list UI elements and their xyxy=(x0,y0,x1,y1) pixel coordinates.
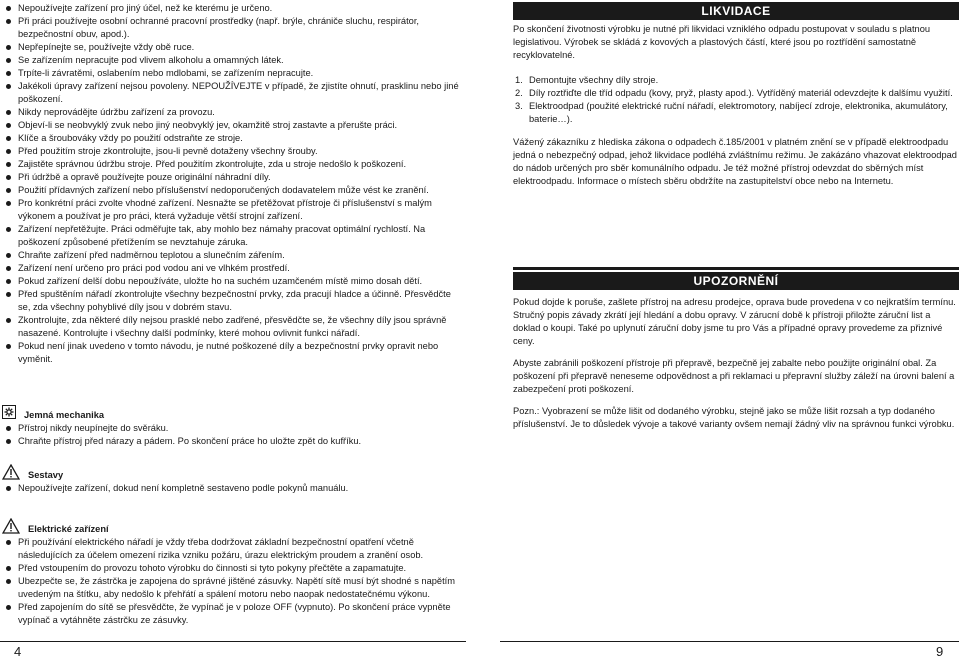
list-item: Zkontrolujte, zda některé díly nejsou prasklé nebo zadřené, přesvědčte se, že všechny díly jsou správně nasazené. Kontrolujte i všechny další podmínky, které mohou ovlivnit funkci nářadí. xyxy=(2,314,464,340)
liquidation-intro: Po skončení životnosti výrobku je nutné při likvidaci vzniklého odpadu postupovat v souladu s platnou legislativou. Výrobek se skládá z kovových a plastových částí, které jsou po roztřídění samostatně recyklovatelné. xyxy=(513,24,931,60)
electric-list xyxy=(2,536,464,627)
gear-box-icon xyxy=(2,405,16,419)
page-number-left: 4 xyxy=(14,644,22,659)
step-number: 1. xyxy=(515,75,523,85)
liquidation-notice: Vážený zákazníku z hlediska zákona o odpadech č.185/2001 v platném znění se v případě elektroodpadu jedná o nebezpečný odpad, jehož likvidace podléhá zvláštnímu režimu. Je zakázáno vhazovat elektroodpad do nádob určených pro sběr komunálního odpadu. Je též možné přístroj odevzdat do sběrných míst elektroodpadu. Informace o místech sběru obdržíte na zastupitelství obce nebo na Internetu. xyxy=(513,137,957,186)
list-item: Před použitím stroje zkontrolujte, jsou-li pevně dotaženy všechny šrouby. xyxy=(2,145,464,158)
list-item: Před spuštěním nářadí zkontrolujte všechny bezpečnostní prvky, zda pracují hladce a účinně. Přesvědčte se, zda všechny pohyblivé díly jsou v dobrém stavu. xyxy=(2,288,464,314)
liquidation-step xyxy=(513,74,959,87)
list-item: Nepoužívejte zařízení pro jiný účel, než ke kterému je určeno. xyxy=(2,2,464,15)
list-item: Zařízení nepřetěžujte. Práci odměřujte tak, aby mohlo bez námahy pracovat optimální rychlostí. Na poškození způsobené přetížením se nevztahuje záruka. xyxy=(2,223,464,249)
list-item: Pokud zařízení delší dobu nepoužíváte, uložte ho na suchém uzamčeném místě mimo dosah dětí. xyxy=(2,275,464,288)
left-page xyxy=(2,2,464,366)
warning-repair-text: Pokud dojde k poruše, zašlete přístroj na adresu prodejce, oprava bude provedena v co nejkratším termínu. Stručný popis závady zkrátí její hledání a dobu opravy. V zárucní době k přístroji přiložte záruční list a doklad o koupi. Také po uplynutí záruční doby jsme tu pro Vás a případné opravy provedeme za přiznivé ceny. xyxy=(513,297,956,346)
list-item: Zařízení není určeno pro práci pod vodou ani ve vlhkém prostředí. xyxy=(2,262,464,275)
list-item: Přístroj nikdy neupínejte do svěráku. xyxy=(2,422,464,435)
list-item: Klíče a šroubováky vždy po použití odstraňte ze stroje. xyxy=(2,132,464,145)
assembly-title: Sestavy xyxy=(28,469,64,480)
electric-title: Elektrické zařízení xyxy=(28,523,109,534)
step-number: 3. xyxy=(515,101,523,111)
warning-header: UPOZORNĚNÍ xyxy=(513,272,959,290)
step-text: Elektroodpad (použité elektrické ruční nářadí, elektromotory, nabíjecí zdroje, elektronika, akumulátory, baterie…). xyxy=(529,101,948,124)
list-item: Ubezpečte se, že zástrčka je zapojena do správné jištěné zásuvky. Napětí sítě musí být shodné s napětím uvedeným na štítku, aby nedošlo k přehřátí a spálení motoru nebo naopak nedostatečnému výkonu. xyxy=(2,575,464,601)
warning-transport-text: Abyste zabránili poškození přístroje při přepravě, bezpečně jej zabalte nebo použijte originální obal. Za poškození při přepravě neneseme odpovědnost a při reklamaci u přepravní služby záleží na úrovni balení a zabezpečení proti poškození. xyxy=(513,358,955,394)
list-item: Chraňte zařízení před nadměrnou teplotou a slunečním zářením. xyxy=(2,249,464,262)
list-item: Před zapojením do sítě se přesvědčte, že vypínač je v poloze OFF (vypnuto). Po skončení práce vypněte vypínač a vytáhněte zástrčku ze zásuvky. xyxy=(2,601,464,627)
list-item: Nikdy neprovádějte údržbu zařízení za provozu. xyxy=(2,106,464,119)
warning-note-text: Pozn.: Vyobrazení se může lišit od dodaného výrobku, stejně jako se může lišit rozsah a typ dodaného příslušenství. Je to důsledek vývoje a takové varianty ovšem nemají žádný vliv na správnou funkci výrobku. xyxy=(513,406,955,429)
step-text: Díly roztřiďte dle tříd odpadu (kovy, pryž, plasty apod.). Vytříděný materiál odevzdejte k dalšímu využití. xyxy=(529,88,953,98)
electric-warning-icon xyxy=(2,518,20,534)
list-item: Zajistěte správnou údržbu stroje. Před použitím zkontrolujte, zda u stroje nedošlo k poškození. xyxy=(2,158,464,171)
list-item: Při práci používejte osobní ochranné pracovní prostředky (např. brýle, chrániče sluchu, respirátor, bezpečnostní obuv, apod.). xyxy=(2,15,464,41)
footer-left xyxy=(0,641,466,661)
right-page xyxy=(513,2,959,188)
list-item: Pro konkrétní práci zvolte vhodné zařízení. Nesnažte se přetěžovat přístroje či příslušenství s malým výkonem a používat je pro práci, která vyžaduje větší strojní zařízení. xyxy=(2,197,464,223)
mech-title: Jemná mechanika xyxy=(24,409,105,420)
liquidation-header: LIKVIDACE xyxy=(513,2,959,20)
mech-section xyxy=(2,402,464,448)
list-item: Se zařízením nepracujte pod vlivem alkoholu a omamných látek. xyxy=(2,54,464,67)
mech-list xyxy=(2,422,464,448)
list-item: Chraňte přístroj před nárazy a pádem. Po skončení práce ho uložte zpět do kufříku. xyxy=(2,435,464,448)
list-item: Trpíte-li závratěmi, oslabením nebo mdlobami, se zařízením nepracujte. xyxy=(2,67,464,80)
list-item: Objeví-li se neobvyklý zvuk nebo jiný neobvyklý jev, okamžitě stroj zastavte a přerušte práci. xyxy=(2,119,464,132)
liquidation-steps xyxy=(513,74,959,126)
list-item: Při údržbě a opravě používejte pouze originální náhradní díly. xyxy=(2,171,464,184)
warning-section xyxy=(513,267,959,431)
list-item: Při používání elektrického nářadí je vždy třeba dodržovat základní bezpečnostní opatření včetně následujících za účelem omezení rizika vzniku požáru, úrazu elektrickým proudem a zranění osob. xyxy=(2,536,464,562)
warning-strip xyxy=(513,267,959,270)
liquidation-step xyxy=(513,100,959,126)
assembly-section xyxy=(2,462,464,495)
list-item: Použití přídavných zařízení nebo příslušenství nedoporučených dodavatelem může vést ke zranění. xyxy=(2,184,464,197)
electric-section xyxy=(2,516,464,627)
liquidation-step xyxy=(513,87,959,100)
list-item: Nepoužívejte zařízení, dokud není kompletně sestaveno podle pokynů manuálu. xyxy=(2,482,464,495)
step-number: 2. xyxy=(515,88,523,98)
assembly-list xyxy=(2,482,464,495)
list-item: Nepřepínejte se, používejte vždy obě ruce. xyxy=(2,41,464,54)
list-item: Pokud není jinak uvedeno v tomto návodu, je nutné poškozené díly a bezpečnostní prvky opravit nebo vyměnit. xyxy=(2,340,464,366)
warning-triangle-icon xyxy=(2,464,20,480)
list-item: Před vstoupením do provozu tohoto výrobku do činnosti si tyto pokyny přečtěte a zapamatujte. xyxy=(2,562,464,575)
safety-list xyxy=(2,2,464,366)
page-number-right: 9 xyxy=(936,644,944,659)
step-text: Demontujte všechny díly stroje. xyxy=(529,75,659,85)
list-item: Jakékoli úpravy zařízení nejsou povoleny. NEPOUŽÍVEJTE v případě, že zjistíte ohnutí, prasklinu nebo jiné poškození. xyxy=(2,80,464,106)
footer-right xyxy=(500,641,959,661)
